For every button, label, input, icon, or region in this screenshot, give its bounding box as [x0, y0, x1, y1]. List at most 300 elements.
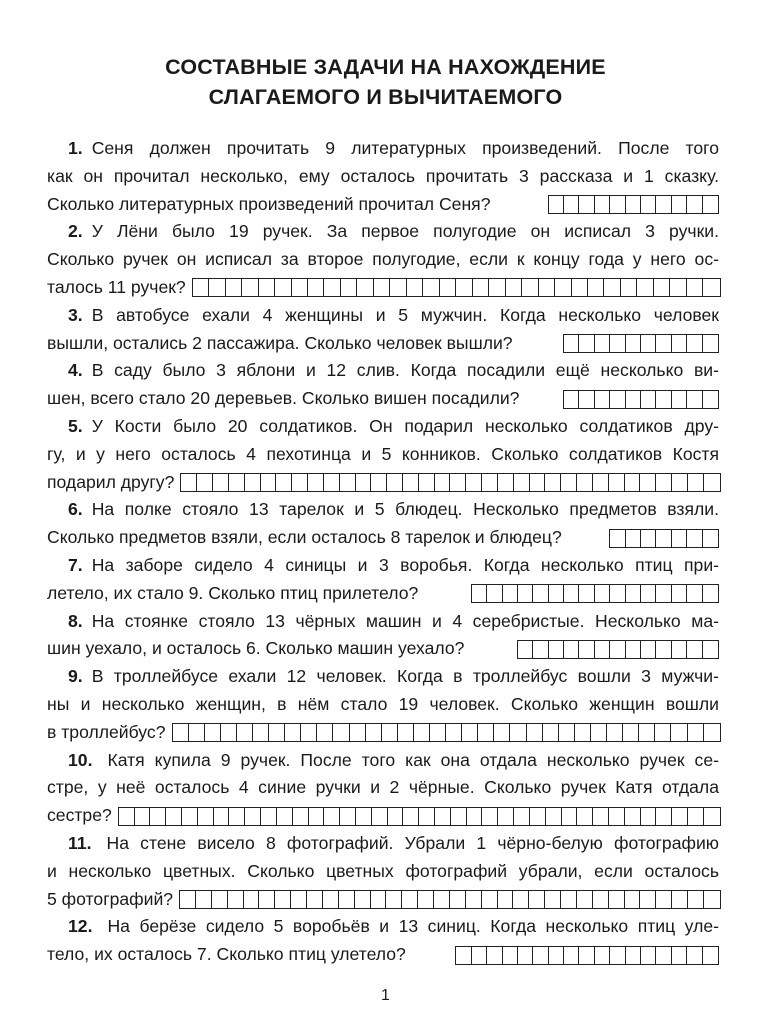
answer-cell[interactable]: [656, 585, 671, 602]
answer-cell[interactable]: [626, 585, 641, 602]
answer-cell[interactable]: [292, 474, 308, 491]
answer-cell[interactable]: [533, 585, 548, 602]
answer-cell[interactable]: [688, 474, 704, 491]
answer-cell[interactable]: [308, 474, 324, 491]
answer-cell[interactable]: [656, 391, 671, 408]
problem-text-line: На берёзе сидело 5 воробьёв и 13 синиц. Когда несколько птиц уле-: [107, 916, 719, 937]
answer-cell[interactable]: [593, 808, 609, 825]
answer-cell[interactable]: [687, 585, 702, 602]
answer-cell[interactable]: [672, 530, 687, 547]
answer-cell[interactable]: [482, 808, 498, 825]
answer-cell[interactable]: [309, 808, 325, 825]
answer-cell[interactable]: [414, 724, 430, 741]
answer-cell[interactable]: [387, 474, 403, 491]
answer-cell[interactable]: [572, 279, 588, 296]
answer-cell[interactable]: [656, 891, 672, 908]
answer-cell[interactable]: [545, 891, 561, 908]
problem-text-line: сестре?: [47, 805, 112, 826]
answer-cell[interactable]: [487, 947, 502, 964]
answer-cell[interactable]: [494, 724, 510, 741]
answer-cell[interactable]: [451, 808, 467, 825]
answer-cell[interactable]: [543, 724, 559, 741]
answer-cell[interactable]: [687, 279, 703, 296]
answer-cell[interactable]: [604, 279, 620, 296]
problem-number: 10.: [68, 749, 93, 770]
answer-cell[interactable]: [656, 641, 671, 658]
answer-cell[interactable]: [340, 474, 356, 491]
answer-cell[interactable]: [609, 891, 625, 908]
answer-cell[interactable]: [641, 808, 657, 825]
answer-cell[interactable]: [641, 947, 656, 964]
answer-cell[interactable]: [403, 474, 419, 491]
answer-cell[interactable]: [626, 641, 641, 658]
answer-boxes[interactable]: [455, 946, 719, 965]
answer-cell[interactable]: [261, 474, 277, 491]
answer-cell[interactable]: [670, 279, 686, 296]
problem-text-line: У Лёни было 19 ручек. За первое полугодие он исписал 3 ручки.: [91, 221, 719, 242]
answer-cell[interactable]: [549, 641, 564, 658]
answer-cell[interactable]: [623, 724, 639, 741]
answer-cell[interactable]: [372, 808, 388, 825]
answer-cell[interactable]: [610, 641, 625, 658]
problem-text-line: В автобусе ехали 4 женщины и 5 мужчин. Когда несколько человек: [91, 304, 719, 325]
problem-text-line: и несколько цветных. Сколько цветных фотографий убрали, если осталось: [47, 860, 719, 881]
answer-cell[interactable]: [625, 891, 641, 908]
answer-cell[interactable]: [610, 335, 625, 352]
answer-cell[interactable]: [317, 724, 333, 741]
answer-cell[interactable]: [340, 808, 356, 825]
answer-cell[interactable]: [564, 391, 579, 408]
answer-cell[interactable]: [656, 530, 671, 547]
answer-cell[interactable]: [704, 474, 720, 491]
answer-boxes[interactable]: [179, 890, 721, 909]
answer-cell[interactable]: [610, 530, 625, 547]
answer-cell[interactable]: [357, 279, 373, 296]
answer-cell[interactable]: [285, 724, 301, 741]
answer-cell[interactable]: [549, 585, 564, 602]
answer-cell[interactable]: [641, 641, 656, 658]
problem-text-line: В саду было 3 яблони и 12 слив. Когда посадили ещё несколько ви-: [91, 360, 719, 381]
answer-cell[interactable]: [539, 279, 555, 296]
answer-cell[interactable]: [276, 474, 292, 491]
answer-cell[interactable]: [641, 530, 656, 547]
answer-boxes[interactable]: [192, 278, 721, 297]
answer-cell[interactable]: [703, 530, 718, 547]
answer-cell[interactable]: [205, 724, 221, 741]
answer-cell[interactable]: [423, 279, 439, 296]
answer-cell[interactable]: [555, 279, 571, 296]
answer-cell[interactable]: [237, 724, 253, 741]
problem-text-line: талось 11 ручек?: [47, 276, 186, 297]
answer-cell[interactable]: [591, 724, 607, 741]
problem-text-line: Сколько ручек он исписал за второе полугодие, если к концу года у него ос-: [47, 249, 719, 270]
answer-cell[interactable]: [386, 891, 402, 908]
answer-cell[interactable]: [687, 530, 702, 547]
problem-8: [47, 608, 719, 664]
answer-cell[interactable]: [593, 891, 609, 908]
answer-cell[interactable]: [656, 474, 672, 491]
answer-cell[interactable]: [293, 808, 309, 825]
answer-cell[interactable]: [527, 724, 543, 741]
answer-cell[interactable]: [182, 808, 198, 825]
answer-cell[interactable]: [473, 279, 489, 296]
problem-2: [47, 218, 719, 301]
answer-cell[interactable]: [595, 391, 610, 408]
answer-cell[interactable]: [559, 724, 575, 741]
answer-cell[interactable]: [440, 279, 456, 296]
answer-cell[interactable]: [561, 891, 577, 908]
answer-cell[interactable]: [450, 891, 466, 908]
answer-cell[interactable]: [514, 474, 530, 491]
answer-cell[interactable]: [545, 474, 561, 491]
answer-cell[interactable]: [579, 196, 594, 213]
answer-cell[interactable]: [688, 808, 704, 825]
problem-text-line: как он прочитал несколько, ему осталось прочитать 3 рассказа и 1 сказку.: [47, 165, 719, 186]
answer-cell[interactable]: [609, 474, 625, 491]
answer-cell[interactable]: [196, 891, 212, 908]
answer-boxes[interactable]: [118, 807, 721, 826]
answer-cell[interactable]: [456, 279, 472, 296]
answer-cell[interactable]: [672, 335, 687, 352]
problem-text-line: шен, всего стало 20 деревьев. Сколько вишен посадили?: [47, 388, 520, 409]
answer-cell[interactable]: [564, 196, 579, 213]
problem-number: 11.: [68, 832, 92, 853]
answer-cell[interactable]: [197, 474, 213, 491]
answer-cell[interactable]: [341, 279, 357, 296]
answer-cell[interactable]: [244, 891, 260, 908]
answer-cell[interactable]: [704, 724, 720, 741]
answer-cell[interactable]: [181, 474, 197, 491]
answer-cell[interactable]: [221, 724, 237, 741]
answer-cell[interactable]: [307, 891, 323, 908]
answer-cell[interactable]: [607, 724, 623, 741]
answer-cell[interactable]: [533, 641, 548, 658]
answer-cell[interactable]: [687, 391, 702, 408]
answer-cell[interactable]: [575, 724, 591, 741]
answer-cell[interactable]: [487, 585, 502, 602]
answer-boxes[interactable]: [471, 584, 719, 603]
answer-cell[interactable]: [355, 891, 371, 908]
answer-cell[interactable]: [371, 891, 387, 908]
answer-cell[interactable]: [621, 279, 637, 296]
answer-cell[interactable]: [703, 391, 718, 408]
problem-12: [47, 913, 719, 969]
answer-cell[interactable]: [213, 474, 229, 491]
problem-text-line: тело, их осталось 7. Сколько птиц улетело?: [47, 944, 406, 965]
answer-cell[interactable]: [654, 279, 670, 296]
answer-cell[interactable]: [498, 474, 514, 491]
answer-cell[interactable]: [419, 474, 435, 491]
answer-cell[interactable]: [641, 335, 656, 352]
answer-cell[interactable]: [150, 808, 166, 825]
answer-cell[interactable]: [703, 279, 719, 296]
answer-cell[interactable]: [450, 474, 466, 491]
answer-boxes[interactable]: [180, 473, 720, 492]
answer-cell[interactable]: [503, 585, 518, 602]
title-line-1: СОСТАВНЫЕ ЗАДАЧИ НА НАХОЖДЕНИЕ: [165, 55, 606, 79]
answer-cell[interactable]: [577, 891, 593, 908]
answer-cell[interactable]: [688, 891, 704, 908]
answer-cell[interactable]: [626, 391, 641, 408]
answer-cell[interactable]: [610, 196, 625, 213]
answer-cell[interactable]: [482, 474, 498, 491]
answer-cell[interactable]: [562, 808, 578, 825]
answer-cell[interactable]: [193, 279, 209, 296]
answer-cell[interactable]: [478, 724, 494, 741]
answer-cell[interactable]: [435, 474, 451, 491]
answer-cell[interactable]: [402, 891, 418, 908]
answer-cell[interactable]: [625, 474, 641, 491]
answer-cell[interactable]: [189, 724, 205, 741]
problem-3: [47, 302, 719, 358]
answer-boxes[interactable]: [172, 723, 721, 742]
answer-cell[interactable]: [641, 196, 656, 213]
answer-cell[interactable]: [506, 279, 522, 296]
answer-cell[interactable]: [513, 891, 529, 908]
answer-cell[interactable]: [324, 808, 340, 825]
answer-cell[interactable]: [466, 891, 482, 908]
answer-cell[interactable]: [418, 891, 434, 908]
answer-cell[interactable]: [704, 891, 720, 908]
answer-cell[interactable]: [166, 808, 182, 825]
problem-6: [47, 496, 719, 552]
answer-cell[interactable]: [390, 279, 406, 296]
answer-cell[interactable]: [398, 724, 414, 741]
answer-cell[interactable]: [687, 641, 702, 658]
answer-cell[interactable]: [564, 641, 579, 658]
answer-cell[interactable]: [350, 724, 366, 741]
answer-cell[interactable]: [640, 891, 656, 908]
answer-cell[interactable]: [259, 279, 275, 296]
answer-cell[interactable]: [356, 808, 372, 825]
answer-cell[interactable]: [339, 891, 355, 908]
answer-cell[interactable]: [595, 335, 610, 352]
answer-cell[interactable]: [324, 474, 340, 491]
answer-cell[interactable]: [639, 724, 655, 741]
answer-cell[interactable]: [435, 808, 451, 825]
answer-cell[interactable]: [371, 474, 387, 491]
answer-cell[interactable]: [498, 808, 514, 825]
answer-cell[interactable]: [277, 808, 293, 825]
answer-cell[interactable]: [259, 891, 275, 908]
answer-cell[interactable]: [625, 808, 641, 825]
answer-cell[interactable]: [564, 585, 579, 602]
answer-cell[interactable]: [610, 947, 625, 964]
answer-cell[interactable]: [610, 585, 625, 602]
answer-cell[interactable]: [637, 279, 653, 296]
answer-cell[interactable]: [672, 808, 688, 825]
answer-cell[interactable]: [226, 279, 242, 296]
answer-cell[interactable]: [579, 641, 594, 658]
answer-cell[interactable]: [529, 891, 545, 908]
answer-cell[interactable]: [180, 891, 196, 908]
answer-cell[interactable]: [656, 196, 671, 213]
answer-cell[interactable]: [229, 808, 245, 825]
answer-cell[interactable]: [609, 808, 625, 825]
problem-text-line: На стене висело 8 фотографий. Убрали 1 чёрно-белую фотографию: [106, 832, 719, 853]
answer-cell[interactable]: [333, 724, 349, 741]
problem-text-line: 5 фотографий?: [47, 888, 174, 909]
page-title: [0, 52, 771, 112]
answer-cell[interactable]: [482, 891, 498, 908]
answer-cell[interactable]: [498, 891, 514, 908]
answer-cell[interactable]: [626, 530, 641, 547]
answer-cell[interactable]: [577, 474, 593, 491]
answer-cell[interactable]: [549, 196, 564, 213]
answer-cell[interactable]: [382, 724, 398, 741]
answer-cell[interactable]: [656, 947, 671, 964]
answer-cell[interactable]: [595, 196, 610, 213]
problem-number: 8.: [68, 610, 83, 631]
answer-cell[interactable]: [687, 947, 702, 964]
answer-cell[interactable]: [446, 724, 462, 741]
problem-text-line: Сколько литературных произведений прочитал Сеня?: [47, 193, 491, 214]
answer-cell[interactable]: [671, 724, 687, 741]
answer-cell[interactable]: [403, 808, 419, 825]
problem-number: 2.: [68, 221, 83, 242]
problem-text-line: вышли, остались 2 пассажира. Сколько человек вышли?: [47, 332, 513, 353]
answer-cell[interactable]: [366, 724, 382, 741]
answer-cell[interactable]: [672, 196, 687, 213]
answer-cell[interactable]: [434, 891, 450, 908]
answer-cell[interactable]: [640, 474, 656, 491]
answer-cell[interactable]: [704, 808, 720, 825]
answer-cell[interactable]: [593, 474, 609, 491]
answer-boxes[interactable]: [609, 529, 719, 548]
answer-cell[interactable]: [579, 947, 594, 964]
answer-cell[interactable]: [564, 947, 579, 964]
answer-cell[interactable]: [214, 808, 230, 825]
problem-number: 7.: [68, 554, 83, 575]
problem-number: 9.: [68, 666, 83, 687]
answer-cell[interactable]: [518, 947, 533, 964]
answer-cell[interactable]: [489, 279, 505, 296]
answer-cell[interactable]: [687, 196, 702, 213]
answer-cell[interactable]: [579, 585, 594, 602]
answer-cell[interactable]: [672, 641, 687, 658]
answer-cell[interactable]: [472, 947, 487, 964]
answer-cell[interactable]: [514, 808, 530, 825]
answer-cell[interactable]: [588, 279, 604, 296]
answer-cell[interactable]: [245, 474, 261, 491]
answer-cell[interactable]: [703, 335, 718, 352]
answer-cell[interactable]: [656, 808, 672, 825]
answer-cell[interactable]: [522, 279, 538, 296]
answer-cell[interactable]: [561, 474, 577, 491]
answer-cell[interactable]: [510, 724, 526, 741]
answer-cell[interactable]: [549, 947, 564, 964]
answer-cell[interactable]: [269, 724, 285, 741]
answer-cell[interactable]: [212, 891, 228, 908]
answer-cell[interactable]: [577, 808, 593, 825]
answer-cell[interactable]: [275, 891, 291, 908]
answer-cell[interactable]: [292, 279, 308, 296]
answer-cell[interactable]: [546, 808, 562, 825]
answer-cell[interactable]: [672, 891, 688, 908]
answer-cell[interactable]: [462, 724, 478, 741]
answer-cell[interactable]: [291, 891, 307, 908]
answer-cell[interactable]: [301, 724, 317, 741]
answer-cell[interactable]: [261, 808, 277, 825]
answer-cell[interactable]: [687, 335, 702, 352]
answer-cell[interactable]: [388, 808, 404, 825]
answer-cell[interactable]: [595, 585, 610, 602]
answer-cell[interactable]: [579, 391, 594, 408]
answer-cell[interactable]: [245, 808, 261, 825]
answer-cell[interactable]: [703, 196, 718, 213]
answer-cell[interactable]: [533, 947, 548, 964]
answer-cell[interactable]: [530, 808, 546, 825]
answer-cell[interactable]: [564, 335, 579, 352]
answer-cell[interactable]: [672, 947, 687, 964]
answer-cell[interactable]: [503, 947, 518, 964]
answer-cell[interactable]: [308, 279, 324, 296]
answer-cell[interactable]: [467, 808, 483, 825]
answer-cell[interactable]: [655, 724, 671, 741]
answer-cell[interactable]: [173, 724, 189, 741]
answer-cell[interactable]: [641, 391, 656, 408]
answer-cell[interactable]: [209, 279, 225, 296]
problem-text-line: В троллейбусе ехали 12 человек. Когда в троллейбус вошли 3 мужчи-: [91, 666, 719, 687]
answer-boxes[interactable]: [517, 640, 719, 659]
answer-cell[interactable]: [466, 474, 482, 491]
answer-cell[interactable]: [672, 391, 687, 408]
answer-cell[interactable]: [672, 585, 687, 602]
answer-boxes[interactable]: [548, 195, 719, 214]
problem-number: 4.: [68, 360, 83, 381]
answer-cell[interactable]: [275, 279, 291, 296]
answer-cell[interactable]: [374, 279, 390, 296]
answer-cell[interactable]: [610, 391, 625, 408]
answer-cell[interactable]: [198, 808, 214, 825]
answer-cell[interactable]: [672, 474, 688, 491]
answer-cell[interactable]: [641, 585, 656, 602]
problem-number: 1.: [68, 138, 83, 158]
answer-cell[interactable]: [356, 474, 372, 491]
answer-cell[interactable]: [626, 335, 641, 352]
answer-cell[interactable]: [323, 891, 339, 908]
answer-cell[interactable]: [703, 585, 718, 602]
answer-cell[interactable]: [119, 808, 135, 825]
answer-cell[interactable]: [688, 724, 704, 741]
answer-cell[interactable]: [703, 641, 718, 658]
answer-cell[interactable]: [518, 641, 533, 658]
answer-cell[interactable]: [253, 724, 269, 741]
answer-cell[interactable]: [324, 279, 340, 296]
answer-boxes[interactable]: [563, 390, 719, 409]
answer-cell[interactable]: [595, 947, 610, 964]
answer-cell[interactable]: [242, 279, 258, 296]
answer-cell[interactable]: [430, 724, 446, 741]
answer-cell[interactable]: [135, 808, 151, 825]
answer-cell[interactable]: [656, 335, 671, 352]
answer-cell[interactable]: [518, 585, 533, 602]
answer-cell[interactable]: [419, 808, 435, 825]
answer-cell[interactable]: [626, 196, 641, 213]
answer-boxes[interactable]: [563, 334, 719, 353]
answer-cell[interactable]: [626, 947, 641, 964]
answer-cell[interactable]: [579, 335, 594, 352]
answer-cell[interactable]: [456, 947, 471, 964]
answer-cell[interactable]: [472, 585, 487, 602]
answer-cell[interactable]: [228, 891, 244, 908]
answer-cell[interactable]: [595, 641, 610, 658]
problem-text-line: ны и несколько женщин, в нём стало 19 человек. Сколько женщин вошли: [47, 693, 719, 714]
answer-cell[interactable]: [530, 474, 546, 491]
answer-cell[interactable]: [229, 474, 245, 491]
answer-cell[interactable]: [407, 279, 423, 296]
answer-cell[interactable]: [703, 947, 718, 964]
